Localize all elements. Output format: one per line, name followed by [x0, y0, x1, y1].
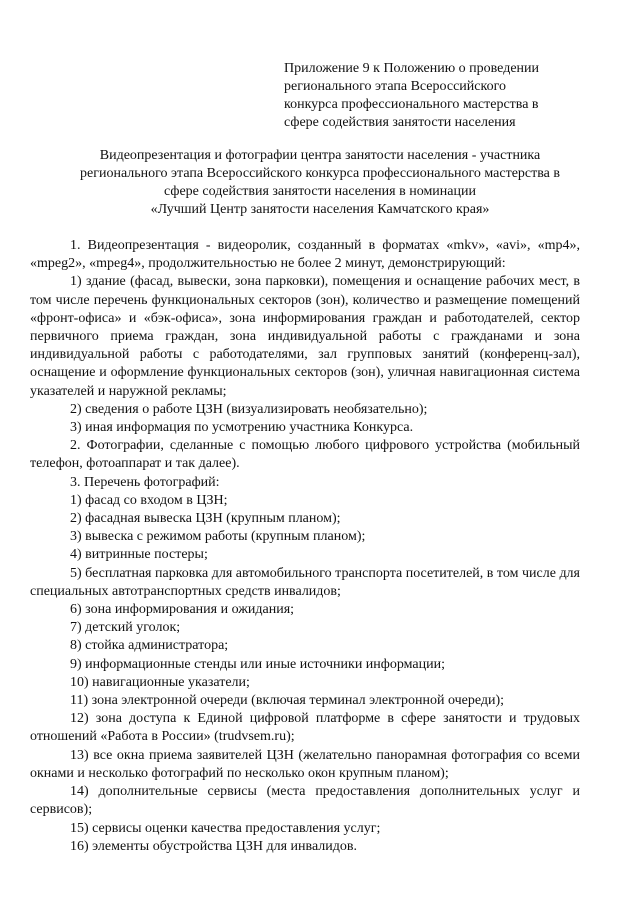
paragraph: 11) зона электронной очереди (включая терминал электронной очереди);	[70, 693, 505, 709]
paragraph: 9) информационные стенды или иные источники информации;	[70, 656, 445, 672]
paragraph: 3. Перечень фотографий:	[70, 474, 220, 490]
paragraph: 12) зона доступа к Единой цифровой платформе в сфере занятости и трудовых отношений «Работа в России» (trudvsem.ru);	[30, 711, 580, 745]
title-line: сфере содействия занятости населения в номинации	[164, 184, 476, 199]
paragraph: 15) сервисы оценки качества предоставления услуг;	[70, 820, 381, 836]
paragraph: 1. Видеопрезентация - видеоролик, созданный в форматах «mkv», «avi», «mp4», «mpeg2», «mpeg4», продолжительностью не более 2 минут, демонстрирующий:	[30, 238, 580, 272]
title-line: Видеопрезентация и фотографии центра занятости населения - участника	[99, 148, 541, 163]
appendix-line: регионального этапа Всероссийского	[284, 79, 506, 94]
appendix-line: конкурса профессионального мастерства в	[284, 97, 539, 112]
paragraph: 16) элементы обустройства ЦЗН для инвалидов.	[70, 838, 358, 854]
appendix-line: сфере содействия занятости населения	[284, 115, 516, 130]
paragraph: 6) зона информирования и ожидания;	[70, 602, 295, 618]
paragraph: 5) бесплатная парковка для автомобильного транспорта посетителей, в том числе для специальных автотранспортных средств инвалидов;	[30, 565, 580, 599]
paragraph: 8) стойка администратора;	[70, 638, 229, 654]
paragraph: 7) детский уголок;	[70, 620, 181, 636]
paragraph: 13) все окна приема заявителей ЦЗН (желательно панорамная фотография со всеми окнами и несколько фотографий по несколько окон крупным планом);	[30, 747, 580, 781]
paragraph: 3) вывеска с режимом работы (крупным планом);	[70, 529, 366, 545]
paragraph: 14) дополнительные сервисы (места предоставления дополнительных услуг и сервисов);	[30, 784, 580, 818]
title-line: «Лучший Центр занятости населения Камчатского края»	[150, 202, 490, 217]
paragraph: 10) навигационные указатели;	[70, 674, 250, 690]
document-body	[30, 237, 580, 856]
appendix-header	[284, 60, 580, 132]
paragraph: 2. Фотографии, сделанные с помощью любого цифрового устройства (мобильный телефон, фотоаппарат и так далее).	[30, 438, 580, 472]
appendix-line: Приложение 9 к Положению о проведении	[284, 61, 540, 76]
paragraph: 2) сведения о работе ЦЗН (визуализировать необязательно);	[70, 401, 428, 417]
paragraph: 1) здание (фасад, вывески, зона парковки), помещения и оснащение рабочих мест, в том числе перечень функциональных секторов (зон), количество и размещение помещений «фронт-офиса» и «бэк-офиса», зона информирования граждан и работодателей, сектор первичного приема граждан, зона индивидуальной работы с гражданами и зона индивидуальной работы с работодателями, зал групповых занятий (конференц-зал), оснащение и оформление функциональных секторов (зон), уличная навигационная система указателей и наружной рекламы;	[30, 274, 580, 399]
document-title	[30, 147, 610, 219]
paragraph: 3) иная информация по усмотрению участника Конкурса.	[70, 420, 414, 436]
title-line: регионального этапа Всероссийского конкурса профессионального мастерства в	[80, 166, 560, 181]
paragraph: 4) витринные постеры;	[70, 547, 208, 563]
paragraph: 2) фасадная вывеска ЦЗН (крупным планом);	[70, 511, 341, 527]
paragraph: 1) фасад со входом в ЦЗН;	[70, 492, 228, 508]
